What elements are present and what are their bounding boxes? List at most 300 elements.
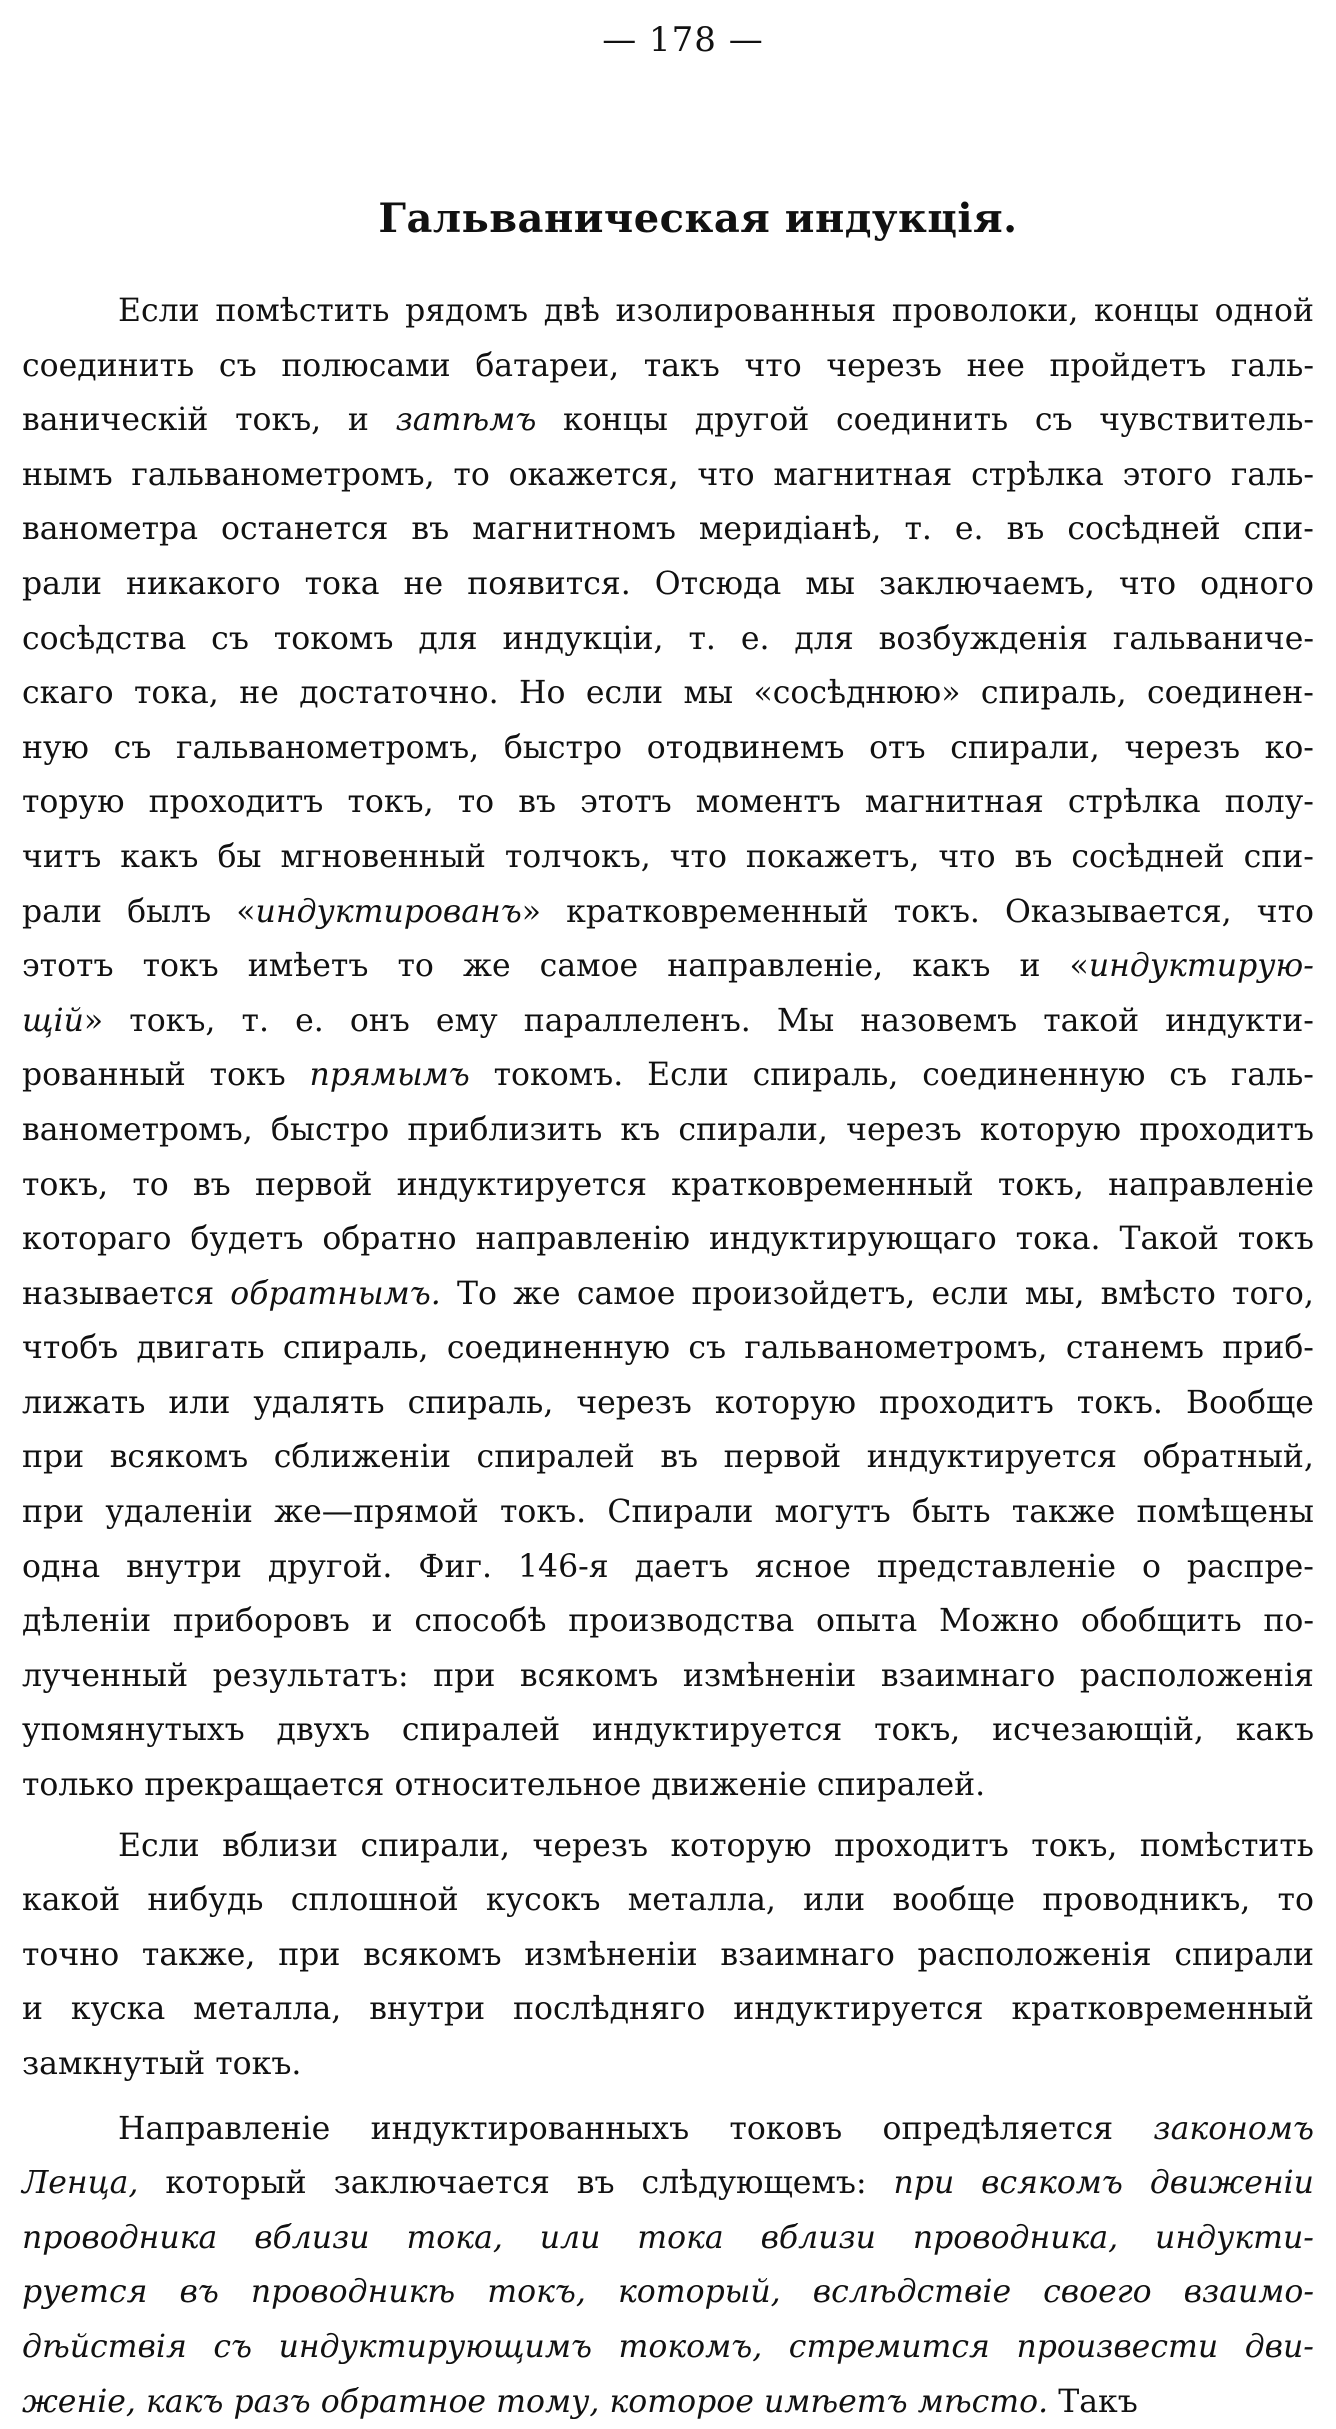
word: быстро (503, 729, 623, 766)
word: въ (1006, 511, 1045, 548)
word: куска (70, 1991, 166, 2028)
text-line (22, 1430, 1314, 1485)
word: токъ (209, 1057, 286, 1094)
text-line (22, 2375, 1314, 2429)
text-line (22, 2037, 1314, 2092)
word: то (457, 784, 495, 821)
word: представленіе (876, 1548, 1117, 1585)
word: первой (723, 1439, 842, 1476)
word: двигать (136, 1330, 265, 1367)
word: сосѣдней (1071, 838, 1225, 875)
word: вмѣсто (1100, 1275, 1216, 1312)
word: даетъ (634, 1548, 729, 1585)
word: что (697, 456, 755, 493)
word: этого (1122, 456, 1213, 493)
word: послѣдняго (513, 1991, 706, 2028)
text-line (22, 2211, 1314, 2266)
word: внутри (126, 1548, 242, 1585)
word: одной (1214, 293, 1314, 329)
word: какъ (912, 948, 991, 985)
word: такой (1043, 1002, 1140, 1039)
word: тока. (1015, 1221, 1101, 1258)
word: спиралей (476, 1439, 635, 1476)
word: лученный (22, 1657, 189, 1694)
word: ванометра (22, 511, 198, 548)
text-line (22, 448, 1314, 503)
word: индуктируется (591, 1712, 843, 1749)
text-line (22, 885, 1314, 940)
word: токомъ (273, 620, 394, 657)
word: расположенія (1079, 1657, 1314, 1694)
word: точно (22, 1936, 120, 1973)
word: спирали, (360, 1827, 511, 1864)
word: гальванометромъ, (744, 1330, 1048, 1367)
word: расположенія (917, 1936, 1152, 1973)
word: относительное (394, 1767, 642, 1804)
word: черезъ (1124, 729, 1240, 766)
text-line (22, 2156, 1314, 2211)
text-line (22, 775, 1314, 830)
word: чтобъ (22, 1330, 119, 1367)
word: внутри (369, 1991, 486, 2028)
text-line (22, 284, 1314, 339)
word: движеніи (1149, 2165, 1314, 2202)
word: руется (22, 2274, 148, 2311)
word: достаточно. (299, 675, 499, 712)
word: проходитъ (148, 784, 324, 821)
word: что (1256, 893, 1314, 930)
paragraph (22, 2102, 1314, 2429)
word: въ (518, 784, 556, 821)
word: также (1011, 1494, 1116, 1531)
word: черезъ (826, 347, 942, 384)
word: въ (179, 2274, 219, 2311)
word: измѣненіи (524, 1936, 698, 1973)
word: Такъ (1058, 2383, 1138, 2420)
word: Но (519, 675, 566, 712)
text-line (22, 2102, 1314, 2157)
word: былъ (127, 893, 212, 930)
word: что (938, 838, 996, 875)
word: другой (694, 402, 810, 439)
word: какъ (120, 838, 199, 875)
word: токъ. (499, 1494, 587, 1531)
word: самое (576, 1275, 676, 1312)
word: съ (113, 729, 152, 766)
word: лижать (22, 1384, 146, 1421)
text-line (22, 2320, 1314, 2375)
word: и (22, 1991, 43, 2028)
word: движеніе (651, 1767, 807, 1804)
word: только (22, 1767, 135, 1804)
word: т. (241, 1002, 269, 1039)
paragraph (22, 284, 1314, 1813)
text-line (22, 1376, 1314, 1431)
word: рядомъ (405, 293, 529, 329)
word: токъ, (874, 1712, 961, 1749)
word: рованный (22, 1057, 186, 1094)
word: взаимнаго (880, 1657, 1056, 1694)
word: индуктируется (733, 1991, 984, 2028)
section-title: Гальваническая индукція. (378, 195, 1018, 242)
text-line (22, 339, 1314, 394)
word: приборовъ (172, 1603, 350, 1640)
word: Фиг. (418, 1548, 493, 1585)
word: женіе, (22, 2383, 136, 2420)
word: произойдетъ, (691, 1275, 916, 1312)
word: кусокъ (485, 1882, 601, 1919)
text-line (22, 1267, 1314, 1322)
word: всякомъ (981, 2165, 1123, 2202)
word: проводникъ, (1042, 1882, 1251, 1919)
word: черезъ (846, 1111, 962, 1148)
word: закономъ (1153, 2110, 1314, 2147)
word: взаимо- (1183, 2274, 1314, 2311)
word: помѣстить (1139, 1827, 1314, 1864)
word: или (168, 1384, 231, 1421)
text-line (22, 612, 1314, 667)
word: токъ, (22, 1166, 109, 1203)
word: замкнутый (22, 2046, 206, 2082)
word: ему (435, 1002, 498, 1039)
word: гальванометромъ, (175, 729, 480, 766)
word: самое (539, 948, 639, 985)
word: индуктированныхъ (370, 2110, 690, 2147)
word: параллеленъ. (523, 1002, 751, 1039)
word: вблизи (254, 2219, 370, 2256)
word: окажется, (508, 456, 679, 493)
word: чувствитель- (1099, 402, 1314, 439)
word: станемъ (1065, 1330, 1204, 1367)
word: при (22, 1494, 85, 1531)
word: стрѣлка (1067, 784, 1201, 821)
text-line (22, 994, 1314, 1049)
word: Если (118, 1827, 200, 1864)
word: то (453, 456, 490, 493)
word: распре- (1186, 1548, 1314, 1585)
word: къ (620, 1111, 661, 1148)
text-line (22, 1321, 1314, 1376)
word: слѣдующемъ: (641, 2165, 867, 2202)
text-line (22, 1758, 1314, 1813)
word: соединить (835, 402, 1009, 439)
word: дѣленіи (22, 1603, 152, 1640)
word: проходитъ (1139, 1111, 1314, 1148)
text-line (22, 1873, 1314, 1928)
text-line (22, 1048, 1314, 1103)
word: торую (22, 784, 125, 821)
text-line (22, 666, 1314, 721)
word: обратный, (1142, 1439, 1314, 1476)
word: спи- (1243, 838, 1314, 875)
word: соединен- (1146, 675, 1314, 712)
text-line (22, 1485, 1314, 1540)
word: опыта (816, 1603, 918, 1640)
word: галь- (1230, 1057, 1314, 1094)
word: покажетъ, (745, 838, 920, 875)
word: е. (954, 511, 984, 548)
word: мы (805, 565, 855, 602)
word: читъ (22, 838, 102, 875)
word: вообще (892, 1882, 1016, 1919)
word: токомъ. (493, 1057, 624, 1094)
word: этотъ (580, 784, 672, 821)
word: мы (683, 675, 734, 712)
word: индуктирующимъ (278, 2328, 592, 2365)
text-line (22, 1158, 1314, 1213)
word: съ (1034, 402, 1073, 439)
word: приблизить (407, 1111, 603, 1148)
word: если (931, 1275, 1009, 1312)
word: ванометромъ, (22, 1111, 253, 1148)
word: помѣстить (215, 293, 390, 329)
word: То (456, 1275, 497, 1312)
word: обобщить (1080, 1603, 1242, 1640)
word: обратно (322, 1221, 457, 1258)
word: которое (609, 2383, 754, 2420)
word: кратковременный (671, 1166, 974, 1203)
word: спи- (1243, 511, 1314, 548)
word: щій» (22, 1002, 104, 1039)
word: «индуктирую- (1069, 948, 1314, 985)
word: бы (217, 838, 262, 875)
word: токъ. (893, 893, 980, 930)
word: производства (568, 1603, 795, 1640)
word: останется (221, 511, 389, 548)
word: т. (904, 511, 932, 548)
word: дви- (1244, 2328, 1314, 2365)
word: что (669, 838, 727, 875)
word: меридіанѣ, (698, 511, 882, 548)
word: нибудь (147, 1882, 264, 1919)
word: полюсами (281, 347, 451, 384)
word: которую (979, 1111, 1121, 1148)
word: Если (647, 1057, 729, 1094)
word: съ (1169, 1057, 1207, 1094)
word: которую (714, 1384, 857, 1421)
word: спираль, (752, 1057, 899, 1094)
word: съ (213, 2328, 253, 2365)
word: возбужденія (878, 620, 1088, 657)
text-line (22, 2265, 1314, 2320)
word: же (462, 948, 511, 985)
word: Такой (1119, 1221, 1219, 1258)
word: Ленца, (22, 2165, 139, 2202)
word: затѣмъ (395, 402, 537, 439)
page-number: — 178 — (602, 20, 764, 60)
word: и (371, 1603, 393, 1640)
word: имѣетъ (247, 948, 369, 985)
word: способѣ (414, 1603, 547, 1640)
word: вблизи (760, 2219, 876, 2256)
word: кратковременный (566, 893, 869, 930)
word: Вообще (1185, 1384, 1314, 1421)
word: е. (740, 620, 770, 657)
word: моментъ (695, 784, 841, 821)
word: гальванометромъ, (131, 456, 435, 493)
word: черезъ (576, 1384, 692, 1421)
word: гальваниче- (1112, 620, 1314, 657)
word: т. (688, 620, 716, 657)
text-line (22, 1819, 1314, 1874)
word: спираль, (282, 1330, 429, 1367)
word: скаго (22, 675, 114, 712)
word: «индуктированъ» (236, 893, 542, 930)
word: Направленіе (118, 2110, 331, 2147)
word: концы (563, 402, 668, 439)
word: спирали (1174, 1936, 1314, 1973)
word: съ (211, 620, 249, 657)
word: направленіе, (667, 948, 884, 985)
word: удалять (253, 1384, 385, 1421)
word: съ (688, 1330, 727, 1367)
word: тока (637, 2219, 724, 2256)
word: дѣйствія (22, 2328, 187, 2365)
word: токъ (1237, 1221, 1314, 1258)
word: индукти- (1165, 1002, 1314, 1039)
word: назовемъ (860, 1002, 1018, 1039)
word: кратковременный (1011, 1991, 1314, 2028)
word: также, (141, 1936, 256, 1973)
word: имѣетъ (763, 2383, 908, 2420)
word: ко- (1264, 729, 1314, 766)
word: по- (1263, 1603, 1314, 1640)
word: обратное (320, 2383, 487, 2420)
text-line (22, 1594, 1314, 1649)
word: сплошной (290, 1882, 459, 1919)
word: опредѣляется (882, 2110, 1114, 2147)
word: магнитная (773, 456, 953, 493)
word: помѣщены (1136, 1494, 1314, 1531)
word: Отсюда (654, 565, 782, 602)
text-line (22, 557, 1314, 612)
word: въ (1014, 838, 1053, 875)
text-line (22, 1540, 1314, 1595)
word: толчокъ, (504, 838, 651, 875)
word: въ (660, 1439, 699, 1476)
word: проходитъ (834, 1827, 1009, 1864)
word: Если (118, 293, 200, 329)
word: въ (411, 511, 450, 548)
word: для (794, 620, 854, 657)
word: съ (218, 347, 257, 384)
word: тока, (406, 2219, 503, 2256)
word: соединенную (922, 1057, 1146, 1094)
word: прекращается (144, 1767, 385, 1804)
word: быть (911, 1494, 991, 1531)
word: при (22, 1439, 85, 1476)
word: рали (22, 565, 102, 602)
word: разъ (233, 2383, 311, 2420)
word: проводника, (912, 2219, 1119, 2256)
word: рали (22, 893, 102, 930)
word: ваническій (22, 402, 209, 439)
word: произвести (1016, 2328, 1219, 2365)
word: проволоки, (891, 293, 1079, 329)
word: ясное (754, 1548, 851, 1585)
word: направленіе (1108, 1166, 1314, 1203)
word: индукціи, (502, 620, 664, 657)
text-line (22, 393, 1314, 448)
word: другой. (267, 1548, 393, 1585)
word: удаленіи (105, 1494, 253, 1531)
word: не (239, 675, 279, 712)
word: индуктируется (866, 1439, 1118, 1476)
word: токъ, (1031, 1827, 1118, 1864)
word: соединенную (446, 1330, 671, 1367)
word: токъ. (215, 2046, 302, 2082)
word: спирали, (678, 1111, 828, 1148)
word: въ (192, 1166, 231, 1203)
word: о (1141, 1548, 1161, 1585)
word: мгновенный (280, 838, 486, 875)
word: появится. (467, 565, 631, 602)
word: отъ (869, 729, 926, 766)
word: спиралей. (816, 1767, 986, 1804)
word: Мы (776, 1002, 835, 1039)
word: металла, (193, 1991, 342, 2028)
word: то (397, 948, 434, 985)
word: двѣ (543, 293, 600, 329)
word: 146-я (518, 1548, 609, 1585)
word: тока (304, 565, 380, 602)
word: индуктируется (396, 1166, 647, 1203)
word: заключается (333, 2165, 550, 2202)
word: тому, (496, 2383, 600, 2420)
text-line (22, 1982, 1314, 2037)
word: индуктирующаго (709, 1221, 997, 1258)
word: сосѣдней (1067, 511, 1221, 548)
text-line (22, 1703, 1314, 1758)
word: или (539, 2219, 601, 2256)
word: галь- (1230, 347, 1314, 384)
word: проводникѣ (250, 2274, 456, 2311)
word: спиралей (401, 1712, 561, 1749)
word: мѣсто. (917, 2383, 1049, 2420)
word: и (1019, 948, 1041, 985)
word: всякомъ (363, 1936, 502, 1973)
word: Спирали (607, 1494, 754, 1531)
word: же (513, 1275, 561, 1312)
word: металла, (627, 1882, 776, 1919)
paragraph (22, 1819, 1314, 2092)
text-line (22, 1928, 1314, 1983)
word: нее (966, 347, 1025, 384)
word: двухъ (276, 1712, 371, 1749)
word: изолированныя (615, 293, 877, 329)
word: проходитъ (879, 1384, 1054, 1421)
word: при (433, 1657, 496, 1694)
word: стремится (788, 2328, 990, 2365)
word: прямымъ (309, 1057, 470, 1094)
word: результатъ: (212, 1657, 409, 1694)
word: токъ (142, 948, 219, 985)
word: такъ (643, 347, 720, 384)
word: батареи, (475, 347, 620, 384)
word: какъ (146, 2383, 224, 2420)
word: въ (576, 2165, 615, 2202)
word: токъ, (347, 784, 434, 821)
word: вслѣдствіе (812, 2274, 1012, 2311)
word: или (803, 1882, 866, 1919)
word: черезъ (532, 1827, 649, 1864)
word: стрѣлка (971, 456, 1104, 493)
word: быстро (270, 1111, 390, 1148)
document-page (22, 18, 1314, 2420)
word: заключаемъ, (878, 565, 1095, 602)
body-text (22, 284, 1314, 2429)
word: концы (1094, 293, 1199, 329)
